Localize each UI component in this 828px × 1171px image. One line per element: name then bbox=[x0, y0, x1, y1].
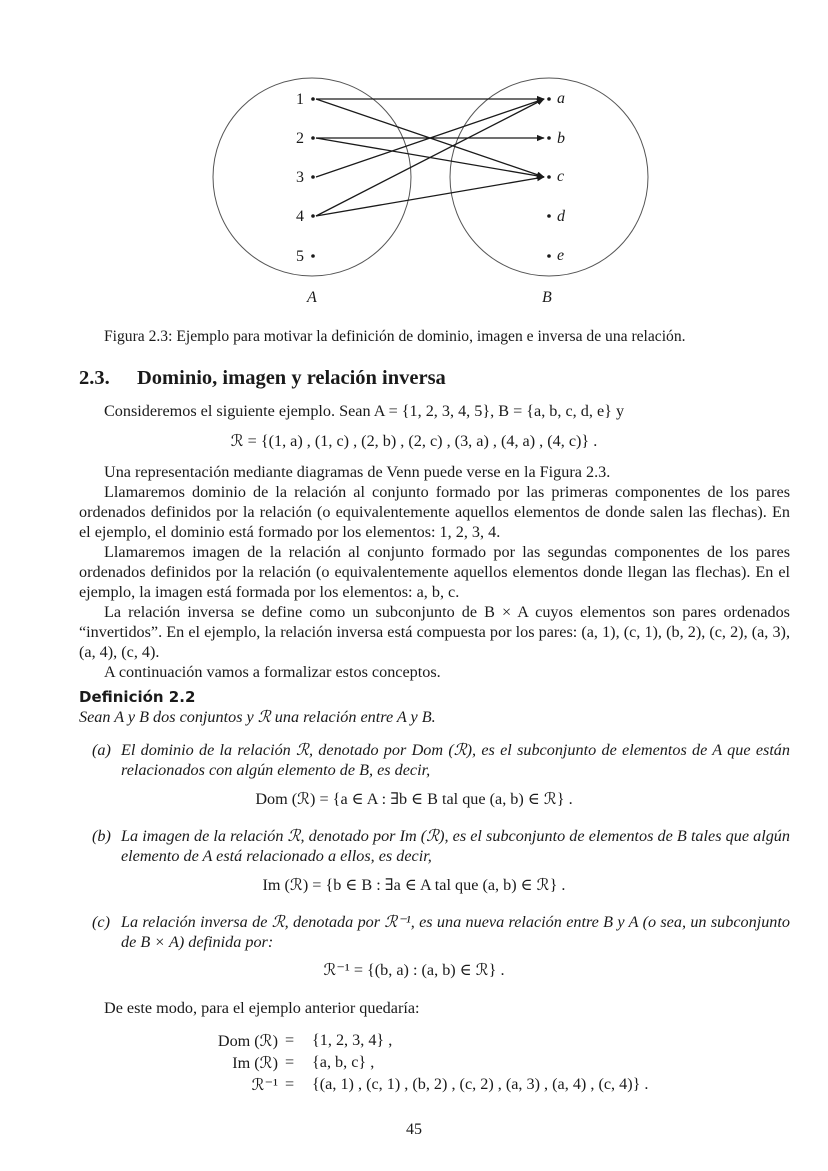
section-heading bbox=[79, 368, 446, 388]
formalizar-paragraph: A continuación vamos a formalizar estos conceptos. bbox=[104, 663, 441, 681]
set-b-element: c bbox=[557, 168, 565, 185]
set-a-label: A bbox=[307, 289, 317, 306]
venn-paragraph: Una representación mediante diagramas de Venn puede verse en la Figura 2.3. bbox=[104, 463, 611, 481]
result-rhs: {(a, 1) , (c, 1) , (b, 2) , (c, 2) , (a, 3) , (a, 4) , (c, 4)} . bbox=[312, 1075, 649, 1093]
result-lhs: Im (ℛ) bbox=[232, 1054, 278, 1072]
result-rhs: {a, b, c} , bbox=[312, 1053, 375, 1071]
result-intro: De este modo, para el ejemplo anterior quedaría: bbox=[104, 999, 420, 1017]
item-label: (c) bbox=[92, 913, 110, 931]
result-row-dom bbox=[0, 1031, 828, 1051]
set-b-label: B bbox=[542, 289, 552, 306]
result-row-inverse bbox=[0, 1075, 828, 1095]
result-row-im bbox=[0, 1053, 828, 1073]
figure-caption: Figura 2.3: Ejemplo para motivar la definición de dominio, imagen e inversa de una relación. bbox=[104, 328, 686, 345]
set-b-element: a bbox=[557, 90, 565, 107]
imagen-paragraph: Llamaremos imagen de la relación al conjunto formado por las segundas componentes de los pares ordenados definidos por la relación (o equivalentemente aquellos elementos donde llegan las flechas). En el ejemplo, la imagen está formada por los elementos: a, b, c. bbox=[79, 543, 790, 601]
definition-statement: Sean A y B dos conjuntos y ℛ una relación entre A y B. bbox=[79, 708, 436, 726]
venn-diagram-figure bbox=[0, 0, 828, 310]
section-title: Dominio, imagen y relación inversa bbox=[137, 367, 446, 389]
dominio-paragraph: Llamaremos dominio de la relación al conjunto formado por las primeras componentes de los pares ordenados definidos por la relación (o equivalentemente aquellos elementos de donde salen las flechas). En el ejemplo, el dominio está formado por los elementos: 1, 2, 3, 4. bbox=[79, 483, 790, 541]
result-eq: = bbox=[285, 1053, 295, 1071]
set-b-dots bbox=[547, 97, 551, 258]
page-number: 45 bbox=[406, 1121, 422, 1138]
set-a-element: 1 bbox=[296, 91, 304, 108]
item-text: La imagen de la relación ℛ, denotado por Im (ℛ), es el subconjunto de elementos de B tales que algún elemento de A está relacionado a ellos, es decir, bbox=[121, 827, 790, 865]
result-lhs: ℛ⁻¹ bbox=[251, 1076, 278, 1094]
item-label: (b) bbox=[92, 827, 111, 845]
inverse-formula: ℛ⁻¹ = {(b, a) : (a, b) ∈ ℛ} . bbox=[323, 961, 505, 979]
set-a-element: 2 bbox=[296, 130, 304, 147]
set-b-element: b bbox=[557, 130, 565, 147]
section-number: 2.3. bbox=[79, 367, 110, 389]
item-label: (a) bbox=[92, 741, 111, 759]
intro-paragraph: Consideremos el siguiente ejemplo. Sean A = {1, 2, 3, 4, 5}, B = {a, b, c, d, e} y bbox=[104, 402, 625, 420]
result-rhs: {1, 2, 3, 4} , bbox=[312, 1031, 393, 1049]
relation-arrows bbox=[316, 99, 544, 216]
inversa-paragraph: La relación inversa se define como un subconjunto de B × A cuyos elementos son pares ordenados “invertidos”. En el ejemplo, la relación inversa está compuesta por los pares: (a, 1), (c, 1), (b, 2), (c, 2), (a, 3), (a, 4), (c, 4). bbox=[79, 603, 790, 661]
set-a-element: 4 bbox=[296, 208, 304, 225]
definition-heading: Definición 2.2 bbox=[79, 688, 196, 706]
result-eq: = bbox=[285, 1075, 295, 1093]
result-lhs: Dom (ℛ) bbox=[217, 1032, 278, 1050]
set-b-element: d bbox=[557, 208, 565, 225]
definition-item-c bbox=[92, 912, 790, 952]
definition-item-a bbox=[92, 740, 790, 780]
item-text: La relación inversa de ℛ, denotada por ℛ⁻¹, es una nueva relación entre B y A (o sea, un subconjunto de B × A) definida por: bbox=[121, 913, 790, 951]
relation-equation: ℛ = {(1, a) , (1, c) , (2, b) , (2, c) , (3, a) , (4, a) , (4, c)} . bbox=[230, 432, 598, 450]
set-a-element: 3 bbox=[296, 169, 304, 186]
set-a-element: 5 bbox=[296, 248, 304, 265]
dom-formula: Dom (ℛ) = {a ∈ A : ∃b ∈ B tal que (a, b) ∈ ℛ} . bbox=[255, 790, 573, 808]
result-eq: = bbox=[285, 1031, 295, 1049]
set-b-element: e bbox=[557, 247, 565, 264]
set-a-dots bbox=[311, 97, 315, 258]
definition-item-b bbox=[92, 826, 790, 866]
im-formula: Im (ℛ) = {b ∈ B : ∃a ∈ A tal que (a, b) ∈ ℛ} . bbox=[262, 876, 566, 894]
item-text: El dominio de la relación ℛ, denotado por Dom (ℛ), es el subconjunto de elementos de A que están relacionados con algún elemento de B, es decir, bbox=[121, 741, 790, 779]
